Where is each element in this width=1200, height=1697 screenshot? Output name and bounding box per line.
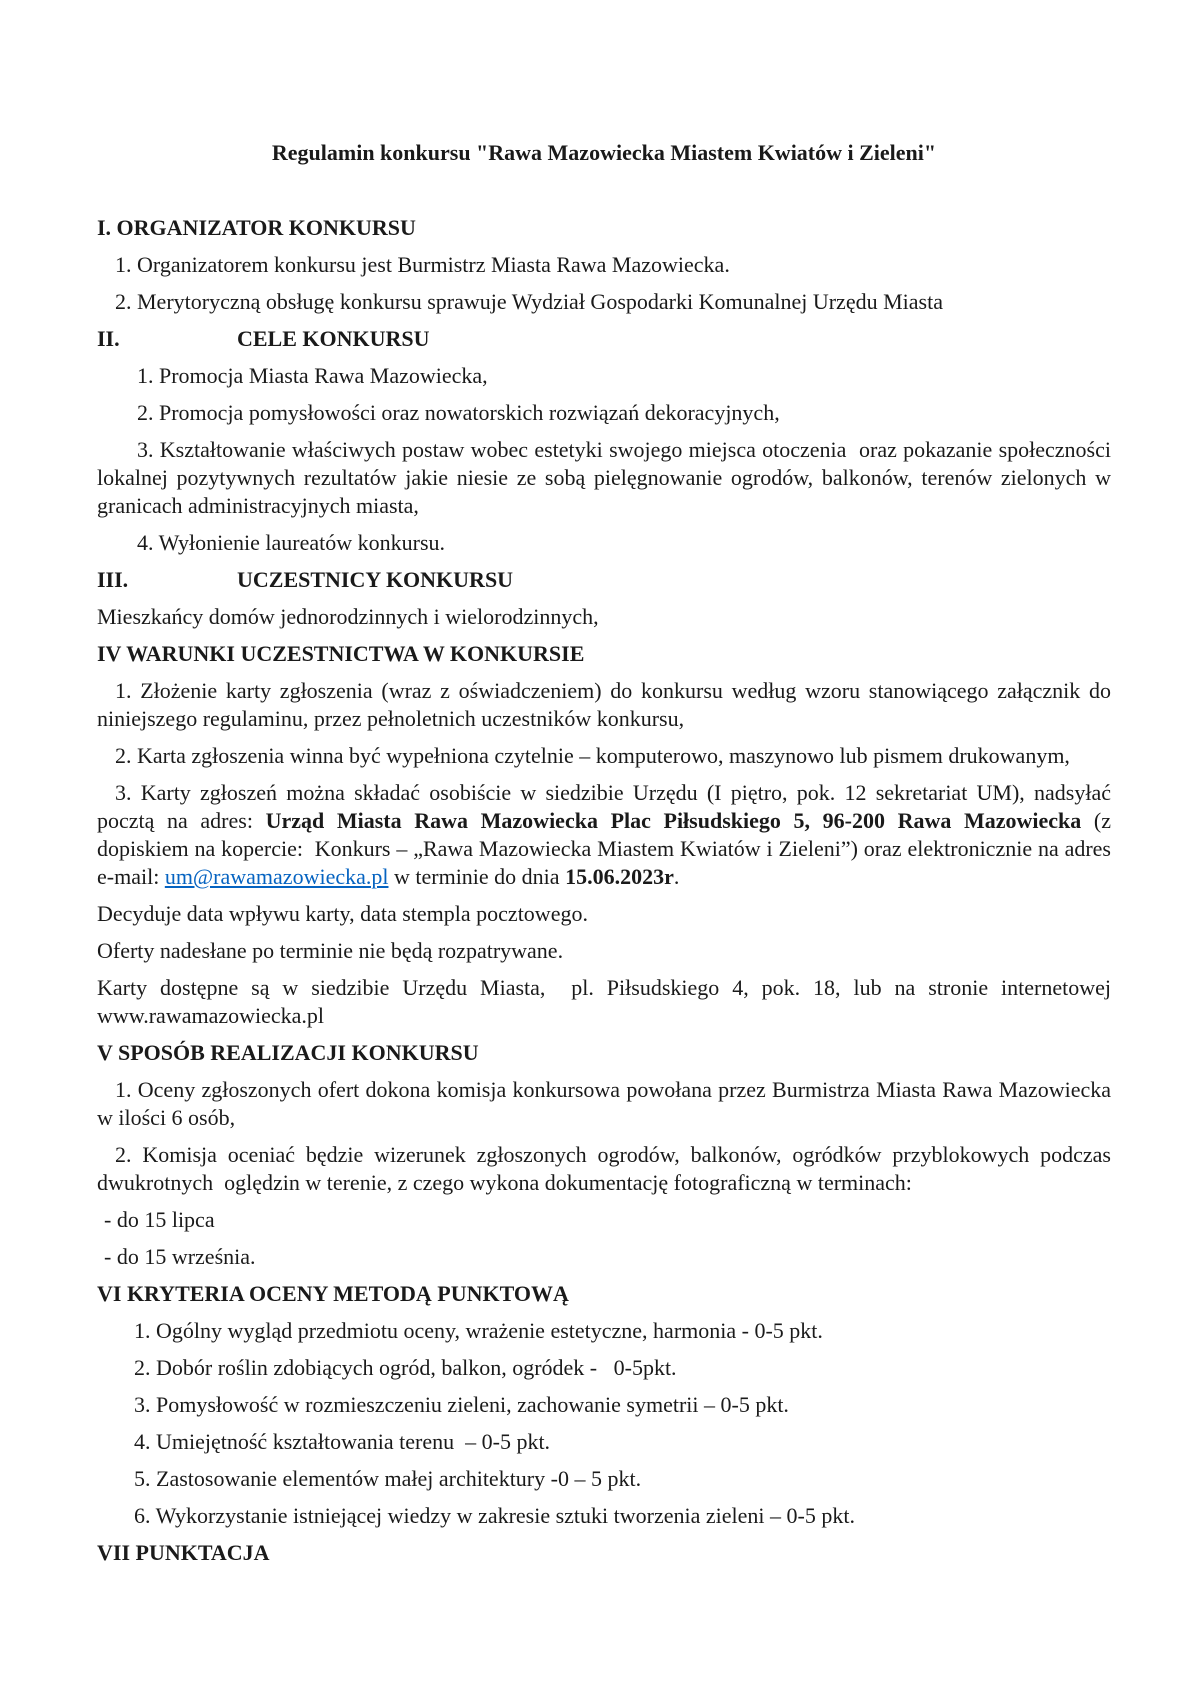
paragraph-kryteria-5: 5. Zastosowanie elementów małej architektury -0 – 5 pkt.: [134, 1466, 642, 1491]
paragraph-kryteria-2: 2. Dobór roślin zdobiących ogród, balkon, ogródek - 0-5pkt.: [134, 1355, 677, 1380]
section-uczestnicy: [97, 566, 1111, 631]
paragraph-kryteria-1: 1. Ogólny wygląd przedmiotu oceny, wrażenie estetyczne, harmonia - 0-5 pkt.: [134, 1318, 823, 1343]
section-warunki: [97, 640, 1111, 1030]
paragraph-cele-4: 4. Wyłonienie laureatów konkursu.: [137, 530, 446, 555]
paragraph-sposob-2: 2. Komisja oceniać będzie wizerunek zgłoszonych ogrodów, balkonów, ogródków przyblokowych podczas dwukrotnych oględzin w terenie, z czego wykona dokumentację fotograficzną w terminach:: [97, 1142, 1111, 1195]
paragraph-sposob-1: 1. Oceny zgłoszonych ofert dokona komisja konkursowa powołana przez Burmistrza Miasta Rawa Mazowiecka w ilości 6 osób,: [97, 1077, 1111, 1130]
paragraph-organizator-1: 1. Organizatorem konkursu jest Burmistrz Miasta Rawa Mazowiecka.: [115, 252, 730, 277]
paragraph-kryteria-6: 6. Wykorzystanie istniejącej wiedzy w zakresie sztuki tworzenia zieleni – 0-5 pkt.: [134, 1503, 855, 1528]
deadline-date: 15.06.2023r: [565, 864, 674, 889]
warunki-3-text-end: .: [673, 864, 680, 889]
paragraph-kryteria-4: 4. Umiejętność kształtowania terenu – 0-5 pkt.: [134, 1429, 551, 1454]
section-cele-title: CELE KONKURSU: [237, 326, 430, 351]
paragraph-organizator-2: 2. Merytoryczną obsługę konkursu sprawuje Wydział Gospodarki Komunalnej Urzędu Miasta: [115, 289, 943, 314]
postal-address: Urząd Miasta Rawa Mazowiecka Plac Piłsudskiego 5, 96-200 Rawa Mazowiecka: [265, 808, 1082, 833]
paragraph-sposob-term-1: - do 15 lipca: [104, 1207, 215, 1232]
paragraph-kryteria-3: 3. Pomysłowość w rozmieszczeniu zieleni, zachowanie symetrii – 0-5 pkt.: [134, 1392, 789, 1417]
paragraph-cele-2: 2. Promocja pomysłowości oraz nowatorskich rozwiązań dekoracyjnych,: [137, 400, 780, 425]
paragraph-cele-1: 1. Promocja Miasta Rawa Mazowiecka,: [137, 363, 488, 388]
section-cele: [97, 325, 1111, 557]
paragraph-warunki-3: [97, 779, 1111, 891]
paragraph-cele-3: 3. Kształtowanie właściwych postaw wobec estetyki swojego miejsca otoczenia oraz pokazanie społeczności lokalnej pozytywnych rezultatów jakie niesie ze sobą pielęgnowanie ogrodów, balkonów, terenów zielonych w granicach administracyjnych miasta,: [97, 437, 1111, 518]
section-warunki-heading: IV WARUNKI UCZESTNICTWA W KONKURSIE: [97, 641, 585, 666]
paragraph-uczestnicy-1: Mieszkańcy domów jednorodzinnych i wielorodzinnych,: [97, 604, 599, 629]
section-sposob: [97, 1039, 1111, 1271]
warunki-3-text-middle: (z dopiskiem na kopercie: Konkurs – „Rawa Mazowiecka Miastem Kwiatów i Zieleni”) oraz elektronicznie na adres e-mail:: [97, 808, 1111, 889]
section-uczestnicy-title: UCZESTNICY KONKURSU: [237, 567, 514, 592]
paragraph-warunki-1: 1. Złożenie karty zgłoszenia (wraz z oświadczeniem) do konkursu według wzoru stanowiącego załącznik do niniejszego regulaminu, przez pełnoletnich uczestników konkursu,: [97, 678, 1111, 731]
section-punktacja: [97, 1539, 1111, 1567]
section-punktacja-heading: VII PUNKTACJA: [97, 1540, 270, 1565]
paragraph-warunki-6: Karty dostępne są w siedzibie Urzędu Miasta, pl. Piłsudskiego 4, pok. 18, lub na stronie internetowej www.rawamazowiecka.pl: [97, 975, 1111, 1028]
document-title: Regulamin konkursu "Rawa Mazowiecka Miastem Kwiatów i Zieleni": [271, 140, 937, 165]
section-uczestnicy-heading: [97, 566, 1111, 594]
paragraph-sposob-term-2: - do 15 września.: [104, 1244, 256, 1269]
section-kryteria-heading: VI KRYTERIA OCENY METODĄ PUNKTOWĄ: [97, 1281, 569, 1306]
section-cele-heading: [97, 325, 1111, 353]
section-organizator: [97, 214, 1111, 316]
email-link[interactable]: um@rawamazowiecka.pl: [164, 864, 389, 889]
section-kryteria: [97, 1280, 1111, 1530]
warunki-3-text-deadline-label: w terminie do dnia: [388, 864, 566, 889]
section-uczestnicy-number: III.: [97, 567, 129, 592]
paragraph-warunki-5: Oferty nadesłane po terminie nie będą rozpatrywane.: [97, 938, 564, 963]
warunki-3-text-start: 3. Karty zgłoszeń można składać osobiście w siedzibie Urzędu (I piętro, pok. 12 sekretariat UM), nadsyłać pocztą na adres:: [97, 780, 1111, 833]
paragraph-warunki-2: 2. Karta zgłoszenia winna być wypełniona czytelnie – komputerowo, maszynowo lub pismem drukowanym,: [115, 743, 1070, 768]
section-organizator-heading: I. ORGANIZATOR KONKURSU: [97, 215, 416, 240]
section-cele-number: II.: [97, 326, 120, 351]
section-sposob-heading: V SPOSÓB REALIZACJI KONKURSU: [97, 1040, 479, 1065]
paragraph-warunki-4: Decyduje data wpływu karty, data stempla pocztowego.: [97, 901, 588, 926]
